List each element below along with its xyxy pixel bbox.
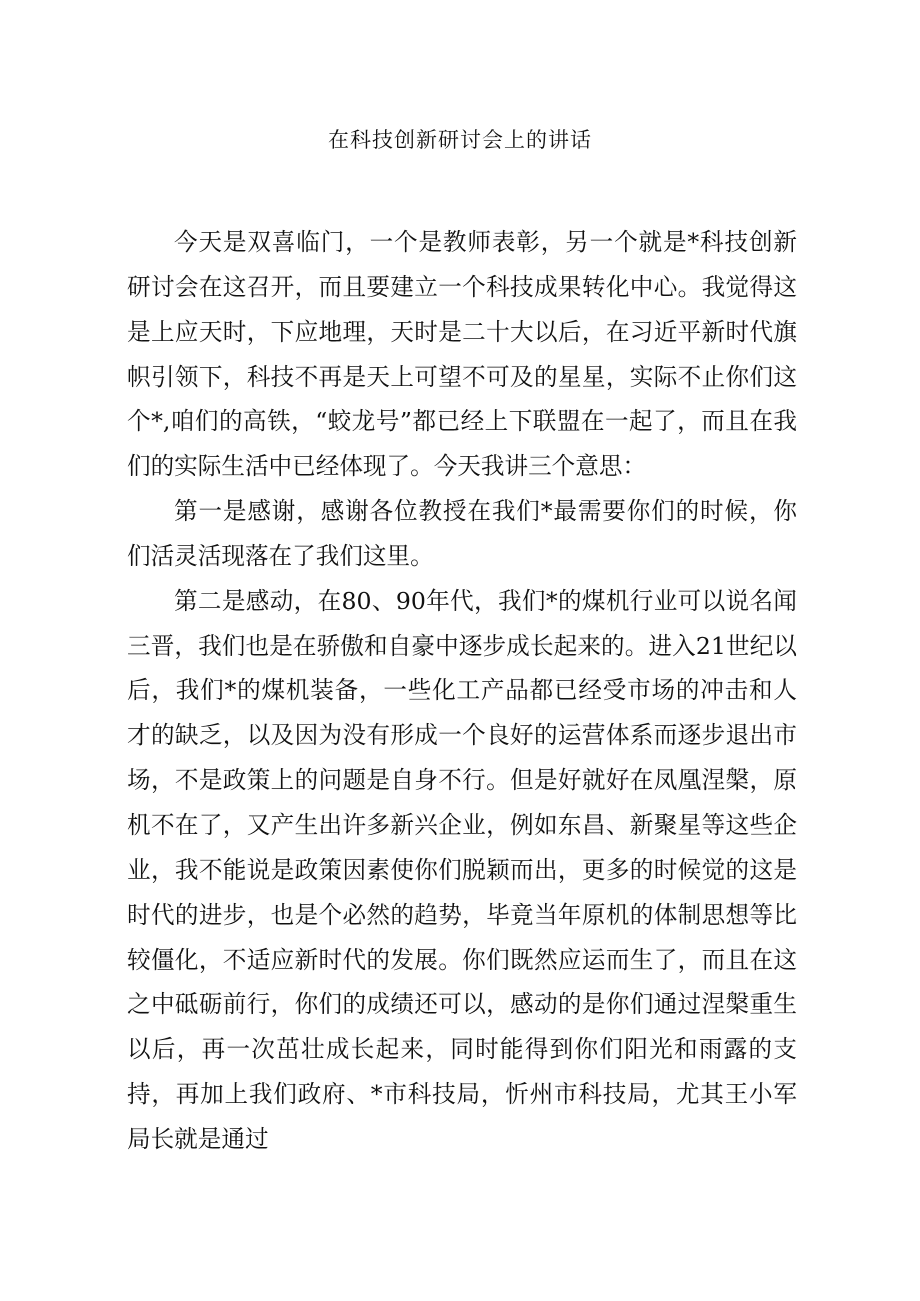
document-body [127,220,797,1162]
paragraph-opening: 今天是双喜临门，一个是教师表彰，另一个就是*科技创新研讨会在这召开，而且要建立一个科技成果转化中心。我觉得这是上应天时，下应地理，天时是二十大以后，在习近平新时代旗帜引领下，科技不再是天上可望不可及的星星，实际不止你们这个*,咱们的高铁，“蛟龙号”都已经上下联盟在一起了，而且在我们的实际生活中已经体现了。今天我讲三个意思： [127,228,797,481]
paragraph-moved: 第二是感动，在80、90年代，我们*的煤机行业可以说名闻三晋，我们也是在骄傲和自豪中逐步成长起来的。进入21世纪以后，我们*的煤机装备，一些化工产品都已经受市场的冲击和人才的缺乏，以及因为没有形成一个良好的运营体系而逐步退出市场，不是政策上的问题是自身不行。但是好就好在凤凰涅槃，原机不在了，又产生出许多新兴企业，例如东昌、新聚星等这些企业，我不能说是政策因素使你们脱颖而出，更多的时候觉的这是时代的进步，也是个必然的趋势，毕竟当年原机的体制思想等比较僵化，不适应新时代的发展。你们既然应运而生了，而且在这之中砥砺前行，你们的成绩还可以，感动的是你们通过涅槃重生以后，再一次茁壮成长起来，同时能得到你们阳光和雨露的支持，再加上我们政府、*市科技局，忻州市科技局，尤其王小军局长就是通过 [127,586,797,1153]
paragraph-thanks: 第一是感谢，感谢各位教授在我们*最需要你们的时候，你们活灵活现落在了我们这里。 [127,497,797,570]
document-title: 在科技创新研讨会上的讲话 [328,128,592,152]
